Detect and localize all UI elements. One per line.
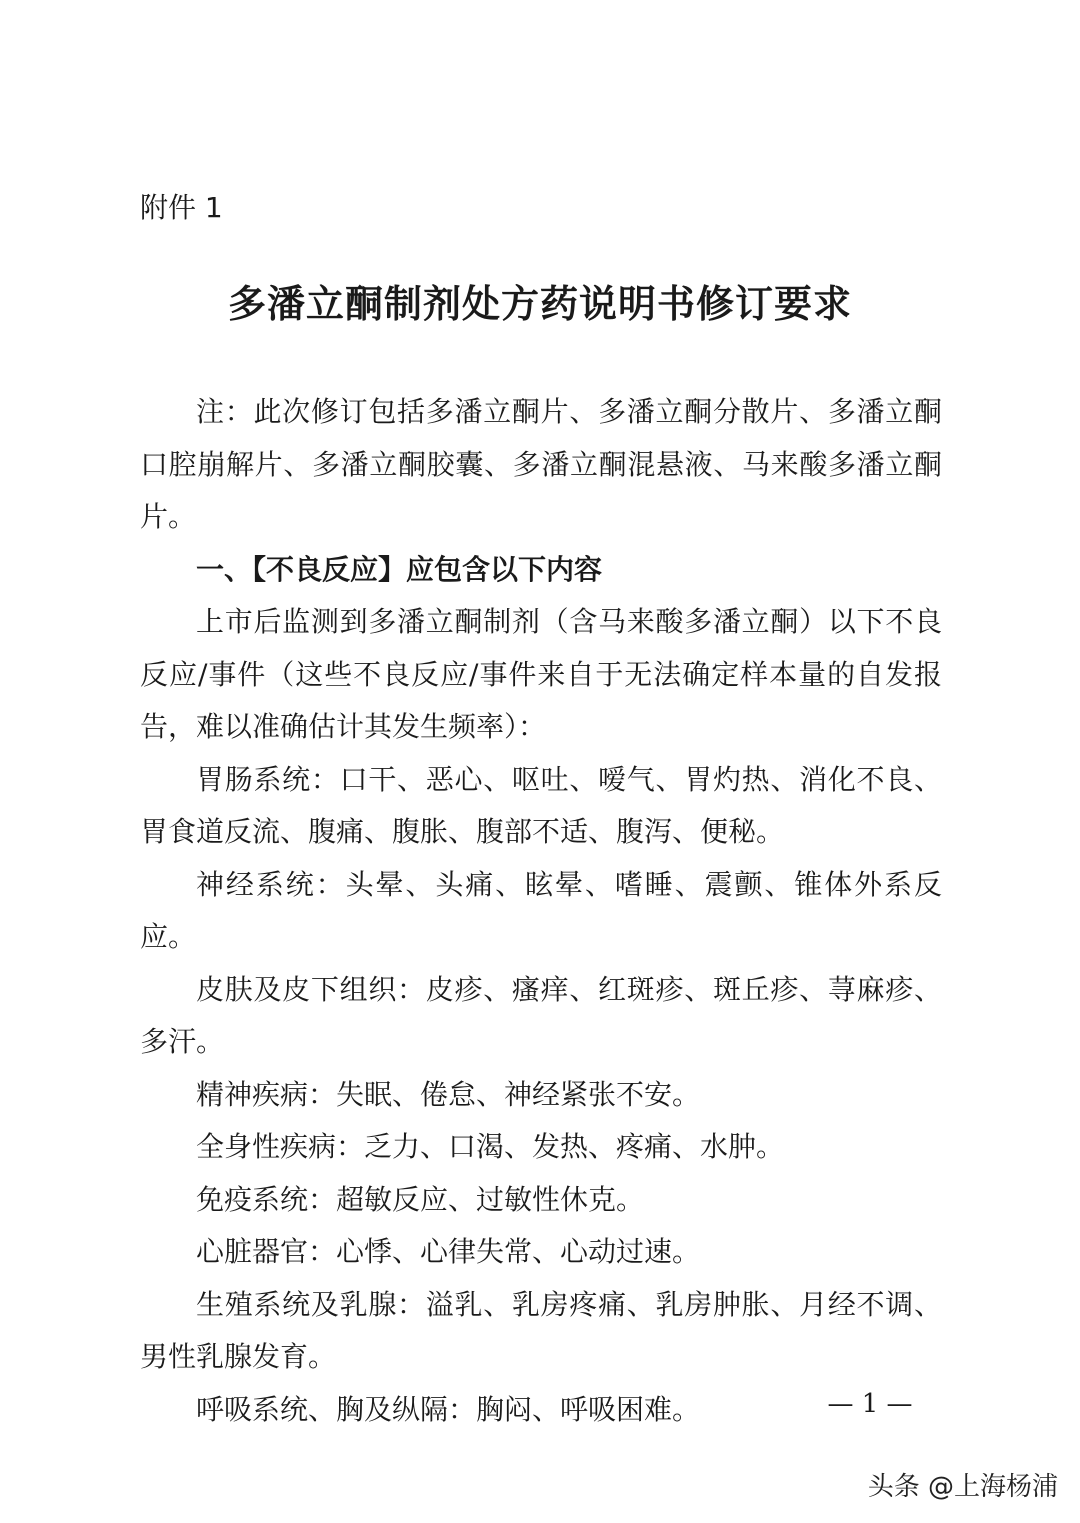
paragraph-skin: 皮肤及皮下组织：皮疹、瘙痒、红斑疹、斑丘疹、荨麻疹、多汗。 <box>140 972 942 1058</box>
paragraph-psychiatric: 精神疾病：失眠、倦怠、神经紧张不安。 <box>196 1077 701 1111</box>
paragraph-intro: 上市后监测到多潘立酮制剂（含马来酸多潘立酮）以下不良反应/事件（这些不良反应/事件来自于无法确定样本量的自发报告，难以准确估计其发生频率）： <box>140 605 942 743</box>
paragraph-note: 注：此次修订包括多潘立酮片、多潘立酮分散片、多潘立酮口腔崩解片、多潘立酮胶囊、多潘立酮混悬液、马来酸多潘立酮片。 <box>140 395 942 533</box>
source-watermark: 头条 @上海杨浦 <box>867 1472 1058 1502</box>
paragraph-respiratory: 呼吸系统、胸及纵隔：胸闷、呼吸困难。 <box>196 1392 701 1426</box>
document-title: 多潘立酮制剂处方药说明书修订要求 <box>227 281 852 326</box>
section-heading-adverse-reactions: 一、【不良反应】应包含以下内容 <box>196 552 603 586</box>
document-body <box>140 386 942 1436</box>
page-number: — 1 — <box>827 1389 913 1419</box>
paragraph-general: 全身性疾病：乏力、口渴、发热、疼痛、水肿。 <box>196 1130 785 1163</box>
paragraph-gastrointestinal: 胃肠系统：口干、恶心、呕吐、嗳气、胃灼热、消化不良、胃食道反流、腹痛、腹胀、腹部不适、腹泻、便秘。 <box>140 762 942 848</box>
paragraph-reproductive: 生殖系统及乳腺：溢乳、乳房疼痛、乳房肿胀、月经不调、男性乳腺发育。 <box>140 1287 942 1373</box>
paragraph-nervous-system: 神经系统：头晕、头痛、眩晕、嗜睡、震颤、锥体外系反应。 <box>140 867 942 953</box>
attachment-label: 附件 1 <box>140 191 223 224</box>
paragraph-cardiac: 心脏器官：心悸、心律失常、心动过速。 <box>196 1235 701 1268</box>
paragraph-immune: 免疫系统：超敏反应、过敏性休克。 <box>196 1182 645 1216</box>
